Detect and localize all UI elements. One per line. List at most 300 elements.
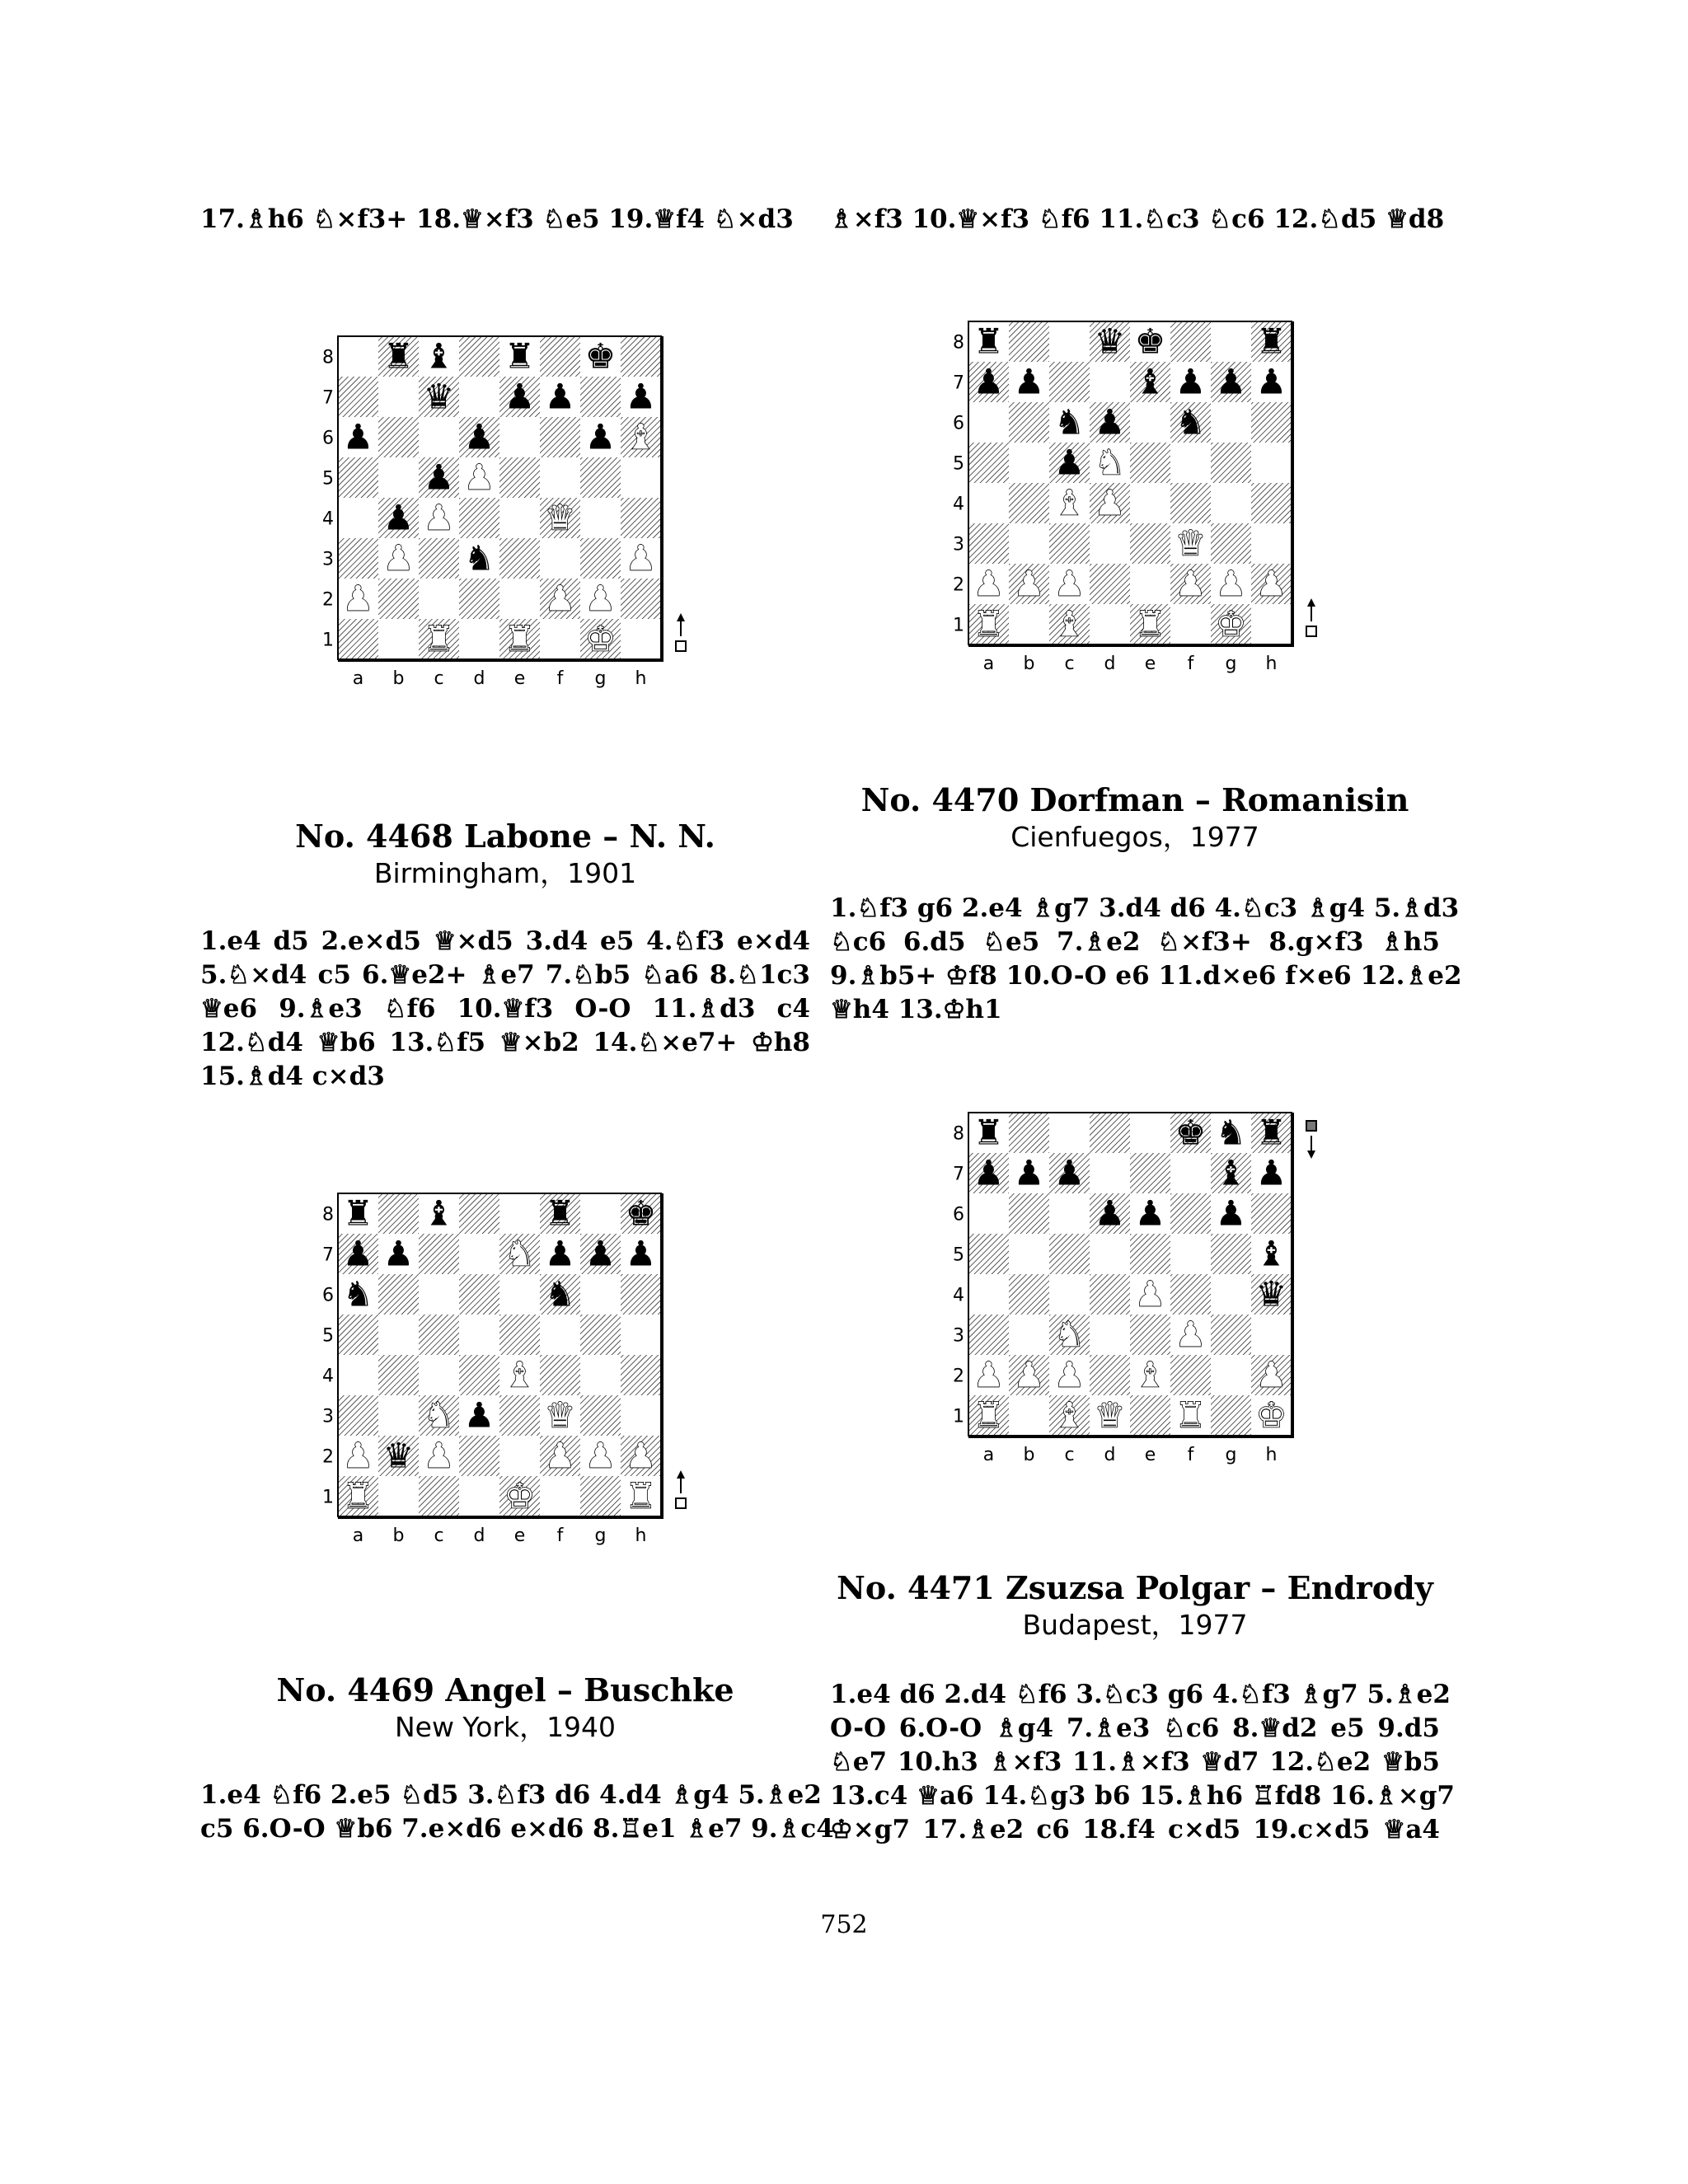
- file-label: e: [513, 1526, 526, 1546]
- game-place: Budapest，1977: [1022, 1609, 1248, 1641]
- white-rook-icon: ♜: [625, 1475, 657, 1516]
- black-pawn-icon: ♟: [1053, 1152, 1085, 1193]
- game-title: No. 4468 Labone – N. N.: [295, 818, 715, 855]
- white-pawn-icon: ♟: [973, 1354, 1005, 1395]
- black-pawn-icon: ♟: [1053, 442, 1085, 483]
- board-square-f8: [1170, 321, 1211, 362]
- white-bishop-icon: ♝: [1134, 1354, 1166, 1395]
- board-square-a4: [968, 483, 1009, 523]
- board-square-a3: [968, 523, 1009, 564]
- board-square-h3: [621, 1395, 661, 1436]
- board-square-b1: [1009, 1395, 1049, 1436]
- white-pawn-icon: ♟: [1094, 482, 1126, 523]
- board-square-f1: [540, 1476, 580, 1516]
- board-square-c3: [419, 538, 459, 579]
- rank-label: 7: [953, 1164, 964, 1185]
- board-square-c6: [1049, 1193, 1090, 1234]
- board-square-e6: [499, 1274, 540, 1315]
- black-pawn-icon: ♟: [1175, 361, 1207, 402]
- file-label: b: [392, 668, 405, 689]
- move-line: ♘e7 10.h3 ♗×f3 11.♗×f3 ♕d7 12.♘e2 ♕b5: [830, 1747, 1440, 1777]
- white-knight-icon: ♞: [1094, 442, 1126, 483]
- black-pawn-icon: ♟: [1013, 1152, 1045, 1193]
- black-bishop-icon: ♝: [1255, 1233, 1287, 1274]
- white-rook-icon: ♜: [973, 603, 1005, 644]
- move-line: ♕e6 9.♗e3 ♘f6 10.♕f3 O-O 11.♗d3 c4: [200, 994, 810, 1024]
- file-label: g: [1225, 1445, 1237, 1465]
- board-square-b3: [1009, 1315, 1049, 1355]
- board-square-b6: [378, 1274, 419, 1315]
- file-label: b: [1023, 1445, 1035, 1465]
- black-pawn-icon: ♟: [1215, 1193, 1247, 1234]
- white-rook-icon: ♜: [1175, 1394, 1207, 1436]
- board-square-a4: [338, 498, 378, 538]
- game-title: No. 4470 Dorfman – Romanisin: [860, 781, 1409, 818]
- board-square-d8: [459, 336, 499, 377]
- board-square-a4: [968, 1274, 1009, 1315]
- rank-label: 6: [953, 1204, 964, 1226]
- file-label: f: [1187, 654, 1194, 674]
- board-square-b3: [378, 1395, 419, 1436]
- rank-label: 5: [953, 1244, 964, 1266]
- white-pawn-icon: ♟: [423, 1435, 455, 1476]
- board-square-d7: [459, 377, 499, 417]
- board-square-d8: [1090, 1113, 1130, 1153]
- board-square-c7: [1049, 362, 1090, 402]
- white-pawn-icon: ♟: [1215, 563, 1247, 604]
- board-square-e6: [1130, 402, 1170, 443]
- black-pawn-icon: ♟: [973, 361, 1005, 402]
- board-square-c8: [1049, 321, 1090, 362]
- board-square-g1: [1211, 1395, 1251, 1436]
- move-line: O-O 6.O-O ♗g4 7.♗e3 ♘c6 8.♕d2 e5 9.d5: [830, 1713, 1440, 1743]
- board-square-g1: [580, 1476, 621, 1516]
- board-square-d1: [1090, 604, 1130, 644]
- rank-label: 6: [953, 413, 964, 434]
- white-pawn-icon: ♟: [1255, 563, 1287, 604]
- board-square-d7: [1090, 1153, 1130, 1193]
- black-knight-icon: ♞: [1053, 401, 1085, 443]
- black-pawn-icon: ♟: [544, 1233, 576, 1274]
- rank-label: 1: [322, 630, 334, 651]
- board-square-e5: [499, 1315, 540, 1355]
- board-square-b4: [1009, 483, 1049, 523]
- black-rook-icon: ♜: [342, 1193, 374, 1234]
- black-pawn-icon: ♟: [342, 1233, 374, 1274]
- board-square-d7: [459, 1234, 499, 1274]
- black-king-icon: ♚: [584, 335, 617, 377]
- rank-label: 7: [953, 373, 964, 394]
- board-square-f5: [1170, 443, 1211, 483]
- black-to-move-icon: [1306, 1121, 1316, 1159]
- black-pawn-icon: ♟: [423, 457, 455, 498]
- white-pawn-icon: ♟: [1175, 1314, 1207, 1355]
- black-queen-icon: ♛: [1255, 1273, 1287, 1315]
- board-square-c1: [419, 1476, 459, 1516]
- file-label: d: [1104, 1445, 1116, 1465]
- black-pawn-icon: ♟: [463, 416, 495, 457]
- game-place: Birmingham，1901: [373, 857, 637, 889]
- board-square-a3: [338, 1395, 378, 1436]
- file-label: h: [635, 1526, 647, 1546]
- game-title: No. 4471 Zsuzsa Polgar – Endrody: [837, 1569, 1433, 1606]
- white-rook-icon: ♜: [504, 618, 536, 659]
- board-square-g6: [580, 1274, 621, 1315]
- chess-diagram-4471: [944, 1106, 1333, 1478]
- board-square-c5: [419, 1315, 459, 1355]
- board-square-b7: [378, 377, 419, 417]
- rank-label: 4: [953, 494, 964, 515]
- rank-label: 1: [953, 1406, 964, 1427]
- white-pawn-icon: ♟: [1134, 1273, 1166, 1315]
- game-header-4468: [200, 818, 810, 892]
- move-line: 1.e4 d6 2.d4 ♘f6 3.♘c3 g6 4.♘f3 ♗g7 5.♗e2: [830, 1680, 1451, 1709]
- rank-label: 4: [322, 1366, 334, 1387]
- board-square-e1: [1130, 1395, 1170, 1436]
- board-square-e3: [499, 1395, 540, 1436]
- move-line: 12.♘d4 ♕b6 13.♘f5 ♕×b2 14.♘×e7+ ♔h8: [200, 1028, 810, 1057]
- board-square-h4: [1251, 483, 1292, 523]
- white-pawn-icon: ♟: [973, 563, 1005, 604]
- board-square-g8: [580, 1193, 621, 1234]
- board-square-c6: [419, 417, 459, 457]
- board-square-f4: [1170, 483, 1211, 523]
- board-square-a5: [338, 457, 378, 498]
- game-moves-4470: [830, 892, 1462, 1027]
- rank-label: 4: [322, 509, 334, 530]
- board-square-e5: [1130, 443, 1170, 483]
- board-square-b5: [378, 1315, 419, 1355]
- board-square-f5: [540, 457, 580, 498]
- white-pawn-icon: ♟: [584, 1435, 617, 1476]
- board-square-g5: [580, 457, 621, 498]
- board-square-c8: [1049, 1113, 1090, 1153]
- white-queen-icon: ♛: [544, 1394, 576, 1436]
- white-king-icon: ♚: [1255, 1394, 1287, 1436]
- board-square-b2: [378, 579, 419, 619]
- board-square-e8: [499, 1193, 540, 1234]
- move-line: 13.c4 ♕a6 14.♘g3 b6 15.♗h6 ♖fd8 16.♗×g7: [830, 1781, 1455, 1811]
- board-square-d4: [459, 1355, 499, 1395]
- board-square-f6: [1170, 1193, 1211, 1234]
- board-square-f1: [540, 619, 580, 659]
- rank-label: 2: [953, 1366, 964, 1387]
- board-square-f8: [540, 336, 580, 377]
- rank-label: 2: [322, 1446, 334, 1468]
- board-square-a5: [968, 443, 1009, 483]
- white-rook-icon: ♜: [973, 1394, 1005, 1436]
- white-pawn-icon: ♟: [1013, 1354, 1045, 1395]
- white-pawn-icon: ♟: [382, 537, 415, 579]
- black-pawn-icon: ♟: [584, 416, 617, 457]
- board-square-d2: [1090, 1355, 1130, 1395]
- chess-board-svg: [944, 315, 1333, 682]
- board-square-g4: [1211, 483, 1251, 523]
- black-pawn-icon: ♟: [973, 1152, 1005, 1193]
- board-square-d8: [459, 1193, 499, 1234]
- top-right-moves: [830, 203, 1445, 237]
- board-square-b4: [378, 1355, 419, 1395]
- board-square-b5: [1009, 443, 1049, 483]
- white-bishop-icon: ♝: [1053, 603, 1085, 644]
- board-square-b4: [1009, 1274, 1049, 1315]
- black-pawn-icon: ♟: [1134, 1193, 1166, 1234]
- chess-board-svg: [313, 1187, 702, 1554]
- rank-label: 5: [322, 468, 334, 490]
- black-pawn-icon: ♟: [382, 1233, 415, 1274]
- black-rook-icon: ♜: [504, 335, 536, 377]
- rank-label: 2: [322, 589, 334, 611]
- board-square-c4: [419, 1355, 459, 1395]
- white-to-move-icon: [676, 613, 686, 651]
- board-square-b6: [1009, 402, 1049, 443]
- white-queen-icon: ♛: [1175, 523, 1207, 564]
- rank-label: 4: [953, 1285, 964, 1306]
- move-line: 1.e4 d5 2.e×d5 ♕×d5 3.d4 e5 4.♘f3 e×d4: [200, 926, 810, 956]
- black-knight-icon: ♞: [1175, 401, 1207, 443]
- rank-label: 2: [953, 574, 964, 596]
- white-queen-icon: ♛: [544, 497, 576, 538]
- white-pawn-icon: ♟: [463, 457, 495, 498]
- white-king-icon: ♚: [504, 1475, 536, 1516]
- file-label: h: [1265, 1445, 1278, 1465]
- rank-label: 8: [953, 1123, 964, 1145]
- board-square-e4: [499, 498, 540, 538]
- white-pawn-icon: ♟: [1013, 563, 1045, 604]
- move-line: 17.♗h6 ♘×f3+ 18.♕×f3 ♘e5 19.♕f4 ♘×d3: [200, 204, 794, 234]
- board-square-a7: [338, 377, 378, 417]
- black-rook-icon: ♜: [1255, 1112, 1287, 1153]
- file-label: a: [352, 1526, 364, 1546]
- chess-board-svg: [313, 330, 702, 697]
- board-square-g3: [1211, 523, 1251, 564]
- black-bishop-icon: ♝: [423, 335, 455, 377]
- board-square-c6: [419, 1274, 459, 1315]
- board-square-h1: [1251, 604, 1292, 644]
- black-rook-icon: ♜: [973, 321, 1005, 362]
- board-square-b6: [1009, 1193, 1049, 1234]
- board-square-f3: [540, 538, 580, 579]
- file-label: g: [1225, 654, 1237, 674]
- white-bishop-icon: ♝: [504, 1354, 536, 1395]
- board-square-d4: [459, 498, 499, 538]
- black-king-icon: ♚: [1134, 321, 1166, 362]
- board-square-g4: [580, 1355, 621, 1395]
- white-pawn-icon: ♟: [1175, 563, 1207, 604]
- white-pawn-icon: ♟: [1053, 1354, 1085, 1395]
- black-rook-icon: ♜: [544, 1193, 576, 1234]
- board-square-c4: [1049, 1274, 1090, 1315]
- board-square-e2: [499, 1436, 540, 1476]
- board-square-e3: [499, 538, 540, 579]
- board-square-e2: [499, 579, 540, 619]
- black-knight-icon: ♞: [544, 1273, 576, 1315]
- white-to-move-icon: [1306, 598, 1316, 636]
- board-square-a5: [968, 1234, 1009, 1274]
- white-queen-icon: ♛: [1094, 1394, 1126, 1436]
- board-square-d2: [459, 579, 499, 619]
- file-label: c: [434, 1526, 444, 1546]
- board-square-c5: [1049, 1234, 1090, 1274]
- white-pawn-icon: ♟: [625, 537, 657, 579]
- black-pawn-icon: ♟: [625, 1233, 657, 1274]
- black-pawn-icon: ♟: [544, 376, 576, 417]
- rank-label: 3: [322, 549, 334, 570]
- board-square-b1: [378, 619, 419, 659]
- move-line: ♘c6 6.d5 ♘e5 7.♗e2 ♘×f3+ 8.g×f3 ♗h5: [830, 927, 1440, 957]
- white-bishop-icon: ♝: [1053, 482, 1085, 523]
- file-label: a: [982, 654, 995, 674]
- black-pawn-icon: ♟: [1255, 1152, 1287, 1193]
- board-square-g4: [580, 498, 621, 538]
- game-title: No. 4469 Angel – Buschke: [276, 1671, 734, 1708]
- board-square-g8: [1211, 321, 1251, 362]
- white-rook-icon: ♜: [342, 1475, 374, 1516]
- move-line: ♕h4 13.♔h1: [830, 995, 1002, 1024]
- black-rook-icon: ♜: [382, 335, 415, 377]
- board-square-h1: [621, 619, 661, 659]
- board-square-a6: [968, 402, 1009, 443]
- move-line: 1.e4 ♘f6 2.e5 ♘d5 3.♘f3 d6 4.d4 ♗g4 5.♗e2: [200, 1780, 822, 1810]
- board-square-e7: [1130, 1153, 1170, 1193]
- board-square-c2: [419, 579, 459, 619]
- white-pawn-icon: ♟: [342, 1435, 374, 1476]
- board-square-h5: [621, 457, 661, 498]
- white-pawn-icon: ♟: [1053, 563, 1085, 604]
- board-square-e4: [1130, 483, 1170, 523]
- file-label: c: [1064, 654, 1075, 674]
- white-pawn-icon: ♟: [584, 578, 617, 619]
- rank-label: 6: [322, 428, 334, 449]
- file-label: c: [1064, 1445, 1075, 1465]
- board-square-f4: [540, 1355, 580, 1395]
- file-label: b: [1023, 654, 1035, 674]
- board-square-a4: [338, 1355, 378, 1395]
- black-rook-icon: ♜: [1255, 321, 1287, 362]
- black-pawn-icon: ♟: [382, 497, 415, 538]
- black-bishop-icon: ♝: [1215, 1152, 1247, 1193]
- board-square-a6: [968, 1193, 1009, 1234]
- board-square-d3: [1090, 523, 1130, 564]
- black-pawn-icon: ♟: [1255, 361, 1287, 402]
- board-square-h5: [1251, 443, 1292, 483]
- file-label: e: [513, 668, 526, 689]
- board-square-c3: [1049, 523, 1090, 564]
- white-bishop-icon: ♝: [1053, 1394, 1085, 1436]
- file-label: e: [1144, 1445, 1156, 1465]
- board-square-b5: [1009, 1234, 1049, 1274]
- board-square-h8: [621, 336, 661, 377]
- black-bishop-icon: ♝: [1134, 361, 1166, 402]
- board-square-d3: [1090, 1315, 1130, 1355]
- black-pawn-icon: ♟: [463, 1394, 495, 1436]
- game-header-4470: [830, 781, 1440, 855]
- file-label: b: [392, 1526, 405, 1546]
- black-pawn-icon: ♟: [504, 376, 536, 417]
- board-square-d5: [459, 1315, 499, 1355]
- board-square-b3: [1009, 523, 1049, 564]
- black-pawn-icon: ♟: [584, 1233, 617, 1274]
- rank-label: 5: [322, 1325, 334, 1347]
- file-label: f: [556, 668, 564, 689]
- file-label: g: [594, 668, 607, 689]
- board-square-d7: [1090, 362, 1130, 402]
- board-square-g5: [1211, 1234, 1251, 1274]
- move-line: ♔×g7 17.♗e2 c6 18.f4 c×d5 19.c×d5 ♕a4: [830, 1815, 1440, 1844]
- board-square-b1: [378, 1476, 419, 1516]
- top-left-moves: [200, 203, 810, 237]
- board-square-e5: [1130, 1234, 1170, 1274]
- black-pawn-icon: ♟: [1094, 401, 1126, 443]
- board-square-g3: [1211, 1315, 1251, 1355]
- file-label: e: [1144, 654, 1156, 674]
- move-line: 1.♘f3 g6 2.e4 ♗g7 3.d4 d6 4.♘c3 ♗g4 5.♗d3: [830, 893, 1460, 923]
- board-square-b8: [1009, 1113, 1049, 1153]
- rank-label: 3: [953, 534, 964, 555]
- file-label: d: [473, 1526, 485, 1546]
- black-knight-icon: ♞: [463, 537, 495, 579]
- board-square-d4: [1090, 1274, 1130, 1315]
- board-square-g6: [1211, 402, 1251, 443]
- rank-label: 7: [322, 1244, 334, 1266]
- rank-label: 8: [322, 347, 334, 368]
- white-king-icon: ♚: [584, 618, 617, 659]
- white-pawn-icon: ♟: [1255, 1354, 1287, 1395]
- board-square-g7: [580, 377, 621, 417]
- white-king-icon: ♚: [1215, 603, 1247, 644]
- game-place: Cienfuegos，1977: [1010, 821, 1259, 853]
- game-header-4471: [830, 1569, 1440, 1643]
- board-square-h4: [621, 498, 661, 538]
- board-square-e3: [1130, 1315, 1170, 1355]
- file-label: d: [473, 668, 485, 689]
- board-square-e8: [1130, 1113, 1170, 1153]
- black-pawn-icon: ♟: [1094, 1193, 1126, 1234]
- move-line: ♗×f3 10.♕×f3 ♘f6 11.♘c3 ♘c6 12.♘d5 ♕d8: [830, 204, 1445, 234]
- board-square-d2: [1090, 564, 1130, 604]
- game-header-4469: [200, 1671, 810, 1746]
- rank-label: 7: [322, 387, 334, 409]
- white-rook-icon: ♜: [423, 618, 455, 659]
- board-square-g3: [580, 538, 621, 579]
- rank-label: 8: [953, 332, 964, 354]
- page-number: 752: [820, 1910, 868, 1939]
- board-square-h4: [621, 1355, 661, 1395]
- rank-label: 6: [322, 1285, 334, 1306]
- board-square-h6: [1251, 1193, 1292, 1234]
- board-square-d2: [459, 1436, 499, 1476]
- board-square-a1: [338, 619, 378, 659]
- board-square-e2: [1130, 564, 1170, 604]
- rank-label: 1: [322, 1487, 334, 1508]
- black-pawn-icon: ♟: [1013, 361, 1045, 402]
- board-square-f6: [540, 417, 580, 457]
- black-pawn-icon: ♟: [1215, 361, 1247, 402]
- rank-label: 5: [953, 453, 964, 475]
- black-rook-icon: ♜: [973, 1112, 1005, 1153]
- board-square-c7: [419, 1234, 459, 1274]
- rank-label: 8: [322, 1204, 334, 1226]
- move-line: 15.♗d4 c×d3: [200, 1062, 385, 1091]
- black-pawn-icon: ♟: [625, 376, 657, 417]
- board-square-h5: [621, 1315, 661, 1355]
- board-square-f5: [540, 1315, 580, 1355]
- white-knight-icon: ♞: [1053, 1314, 1085, 1355]
- game-moves-4471: [830, 1678, 1455, 1847]
- file-label: f: [556, 1526, 564, 1546]
- board-square-h3: [1251, 523, 1292, 564]
- black-pawn-icon: ♟: [342, 416, 374, 457]
